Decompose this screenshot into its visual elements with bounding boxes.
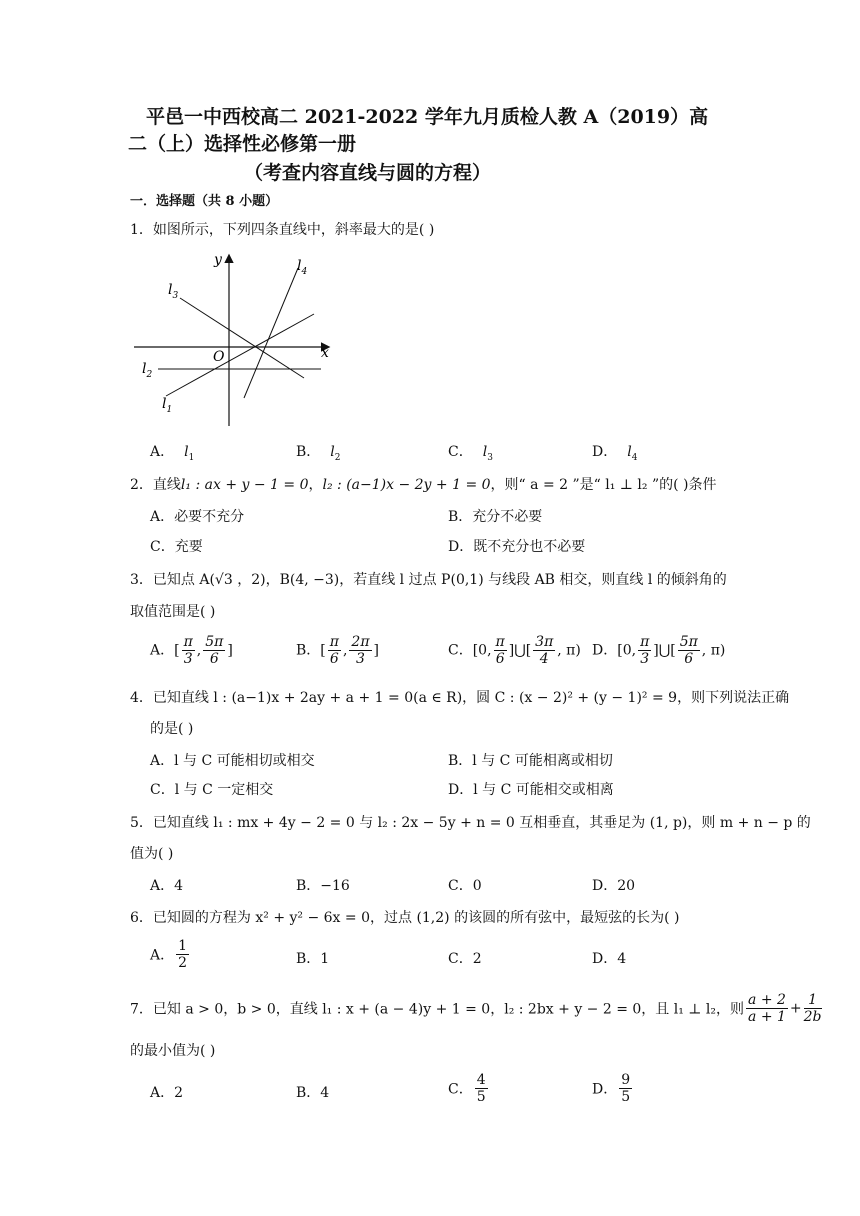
q1-option-b: B． $l_2$ (296, 444, 341, 463)
q1-figure (128, 250, 338, 430)
q5-option-d: D．20 (592, 878, 636, 894)
q5-stem-line2: 值为( ) (130, 846, 174, 862)
q7-option-d: D． $\frac{9}{5}$ (592, 1072, 631, 1105)
q4-stem-line2: 的是( ) (150, 721, 194, 737)
q6-stem: 6．已知圆的方程为 x² + y² − 6x = 0，过点 (1,2) 的该圆的所有弦中，最短弦的长为( ) (130, 910, 680, 926)
q7-stem-line1: 7．已知 a > 0，b > 0，直线 l₁ : x + (a − 4)y + 1 = 0，l₂ : 2bx + y − 2 = 0，且 l₁ ⊥ l₂，则 $\frac{a + 2}{a + 1}$ + $\frac{1}{2b}$ (130, 992, 822, 1025)
label-l2: $l_2$ (142, 361, 153, 380)
line-l3 (180, 298, 304, 378)
q4-option-b: B．l 与 C 可能相离或相切 (448, 753, 613, 769)
q5-stem-line1: 5．已知直线 l₁ : mx + 4y − 2 = 0 与 l₂ : 2x − 5y + n = 0 互相垂直，其垂足为 (1, p)，则 m + n − p 的 (130, 815, 811, 831)
label-l4: $l_4$ (297, 258, 308, 277)
q3-option-c: C．[0, $\frac{\pi}{6}$ ]⋃[ $\frac{3\pi}{4}$ , π) (448, 634, 581, 667)
q6-option-c: C．2 (448, 951, 482, 967)
q4-option-d: D．l 与 C 可能相交或相离 (448, 782, 614, 798)
q2-stem: 2．直线l₁ : ax + y − 1 = 0，l₂ : (a−1)x − 2y + 1 = 0，则“ a = 2 ”是“ l₁ ⊥ l₂ ”的( )条件 (130, 477, 717, 493)
title-line-2: 二（上）选择性必修第一册 (128, 133, 357, 155)
q7-option-b: B．4 (296, 1085, 330, 1101)
q1-option-c: C． $l_3$ (448, 444, 493, 463)
q2-option-a: A．必要不充分 (150, 509, 245, 525)
q1-option-a: A． $l_1$ (150, 444, 195, 463)
q4-option-c: C．l 与 C 一定相交 (150, 782, 274, 798)
q7-stem-line2: 的最小值为( ) (130, 1043, 216, 1059)
q3-option-a: A．[ $\frac{\pi}{3}$ , $\frac{5\pi}{6}$ ] (150, 634, 233, 667)
q3-option-d: D．[0, $\frac{\pi}{3}$ ]⋃[ $\frac{5\pi}{6}$ , π) (592, 634, 726, 667)
q7-option-a: A．2 (150, 1085, 184, 1101)
q6-option-d: D．4 (592, 951, 627, 967)
label-l3: $l_3$ (168, 282, 179, 301)
q5-option-b: B．−16 (296, 878, 350, 894)
label-origin: O (213, 349, 225, 365)
q6-option-b: B．1 (296, 951, 330, 967)
label-l1: $l_1$ (162, 396, 173, 415)
title-line-3: （考查内容直线与圆的方程） (244, 162, 492, 184)
label-y: y (214, 252, 222, 268)
q2-option-d: D．既不充分也不必要 (448, 539, 586, 555)
q7-option-c: C． $\frac{4}{5}$ (448, 1072, 486, 1105)
q3-stem-line1: 3．已知点 A(√3 ，2)，B(4, −3)，若直线 l 过点 P(0,1) 与线段 AB 相交，则直线 l 的倾斜角的 (130, 572, 727, 588)
q2-option-c: C．充要 (150, 539, 203, 555)
q1-option-d: D． $l_4$ (592, 444, 638, 463)
q2-option-b: B．充分不必要 (448, 509, 543, 525)
q5-option-c: C．0 (448, 878, 482, 894)
q1-stem: 1．如图所示，下列四条直线中，斜率最大的是( ) (130, 222, 435, 238)
title-line-1: 平邑一中西校高二 2021-2022 学年九月质检人教 A（2019）高 (146, 106, 709, 128)
q5-option-a: A．4 (150, 878, 184, 894)
line-l1 (166, 314, 314, 396)
q6-option-a: A． $\frac{1}{2}$ (150, 938, 188, 971)
q3-stem-line2: 取值范围是( ) (130, 604, 216, 620)
label-x: x (321, 345, 329, 361)
section-heading: 一．选择题（共 8 小题） (130, 194, 279, 209)
line-l4 (244, 268, 298, 398)
q3-option-b: B．[ $\frac{\pi}{6}$ , $\frac{2\pi}{3}$ ] (296, 634, 379, 667)
q4-stem-line1: 4．已知直线 l : (a−1)x + 2ay + a + 1 = 0(a ∈ R)，圆 C : (x − 2)² + (y − 1)² = 9，则下列说法正确 (130, 690, 790, 706)
q4-option-a: A．l 与 C 可能相切或相交 (150, 753, 315, 769)
